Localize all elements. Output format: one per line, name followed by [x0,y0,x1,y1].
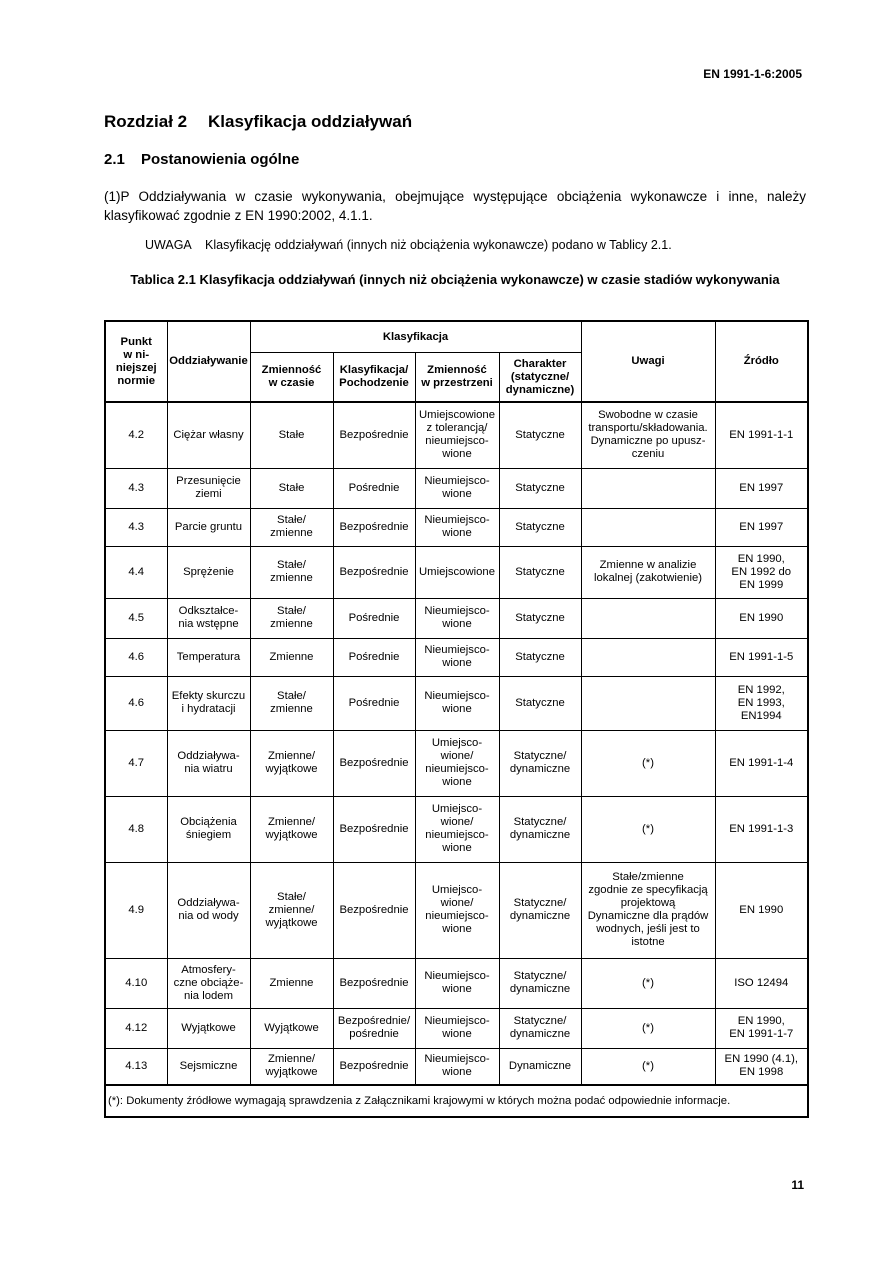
cell-punkt: 4.6 [105,638,167,676]
cell-zmiennosc-przestrzen: Umiejsco- wione/ nieumiejsco- wione [415,730,499,796]
cell-oddzialywanie: Ciężar własny [167,402,250,468]
cell-charakter: Statyczne [499,676,581,730]
cell-charakter: Statyczne [499,546,581,598]
cell-uwagi: Swobodne w czasie transportu/składowania. Dynamiczne po upusz- czeniu [581,402,715,468]
cell-pochodzenie: Bezpośrednie [333,796,415,862]
cell-pochodzenie: Bezpośrednie [333,1048,415,1085]
cell-punkt: 4.9 [105,862,167,958]
header-uwagi: Uwagi [581,321,715,402]
cell-pochodzenie: Bezpośrednie [333,862,415,958]
table-footnote: (*): Dokumenty źródłowe wymagają sprawdzenia z Załącznikami krajowymi w których można podać odpowiednie informacje. [105,1085,808,1117]
cell-punkt: 4.2 [105,402,167,468]
note-label: UWAGA [145,238,192,252]
cell-zrodlo: EN 1991-1-5 [715,638,808,676]
cell-zmiennosc-przestrzen: Nieumiejsco- wione [415,1008,499,1048]
cell-zrodlo: EN 1992, EN 1993, EN1994 [715,676,808,730]
cell-uwagi: (*) [581,730,715,796]
cell-charakter: Statyczne/ dynamiczne [499,958,581,1008]
cell-pochodzenie: Pośrednie [333,598,415,638]
cell-zrodlo: EN 1990 [715,862,808,958]
cell-pochodzenie: Pośrednie [333,676,415,730]
cell-zrodlo: EN 1991-1-4 [715,730,808,796]
section-heading [104,151,299,168]
cell-charakter: Statyczne/ dynamiczne [499,730,581,796]
table-row [105,676,808,730]
cell-uwagi [581,508,715,546]
cell-zmiennosc-przestrzen: Nieumiejsco- wione [415,958,499,1008]
cell-oddzialywanie: Przesunięcie ziemi [167,468,250,508]
cell-punkt: 4.4 [105,546,167,598]
cell-oddzialywanie: Oddziaływa- nia od wody [167,862,250,958]
cell-pochodzenie: Bezpośrednie [333,546,415,598]
cell-zmiennosc-czas: Stałe/ zmienne [250,508,333,546]
table-row [105,958,808,1008]
cell-charakter: Statyczne [499,598,581,638]
header-pochodzenie: Klasyfikacja/ Pochodzenie [333,353,415,403]
cell-uwagi [581,468,715,508]
cell-punkt: 4.12 [105,1008,167,1048]
classification-table [104,320,809,1118]
cell-zmiennosc-czas: Zmienne/ wyjątkowe [250,730,333,796]
cell-zmiennosc-czas: Stałe [250,468,333,508]
cell-charakter: Statyczne [499,468,581,508]
cell-zrodlo: EN 1990, EN 1991-1-7 [715,1008,808,1048]
table-row [105,1048,808,1085]
header-oddzialywanie: Oddziaływanie [167,321,250,402]
cell-oddzialywanie: Odkształce- nia wstępne [167,598,250,638]
section-number: 2.1 [104,151,125,168]
cell-pochodzenie: Bezpośrednie [333,958,415,1008]
cell-punkt: 4.13 [105,1048,167,1085]
cell-oddzialywanie: Sejsmiczne [167,1048,250,1085]
cell-zmiennosc-czas: Stałe/ zmienne [250,598,333,638]
cell-punkt: 4.10 [105,958,167,1008]
cell-punkt: 4.7 [105,730,167,796]
cell-oddzialywanie: Sprężenie [167,546,250,598]
cell-oddzialywanie: Temperatura [167,638,250,676]
table-body [105,402,808,1085]
cell-pochodzenie: Bezpośrednie [333,730,415,796]
cell-zmiennosc-przestrzen: Umiejscowione [415,546,499,598]
cell-charakter: Statyczne [499,402,581,468]
cell-pochodzenie: Pośrednie [333,638,415,676]
header-zmiennosc-przestrzen: Zmienność w przestrzeni [415,353,499,403]
cell-zrodlo: EN 1990, EN 1992 do EN 1999 [715,546,808,598]
cell-zmiennosc-czas: Zmienne [250,638,333,676]
cell-zrodlo: EN 1997 [715,468,808,508]
cell-pochodzenie: Bezpośrednie [333,402,415,468]
cell-charakter: Statyczne/ dynamiczne [499,862,581,958]
cell-zrodlo: ISO 12494 [715,958,808,1008]
cell-oddzialywanie: Atmosfery- czne obciąże- nia lodem [167,958,250,1008]
cell-zmiennosc-przestrzen: Nieumiejsco- wione [415,468,499,508]
table-caption: Tablica 2.1 Klasyfikacja oddziaływań (innych niż obciążenia wykonawcze) w czasie stadiów wykonywania [130,272,780,287]
cell-oddzialywanie: Wyjątkowe [167,1008,250,1048]
section-title: Postanowienia ogólne [141,151,300,168]
cell-charakter: Statyczne/ dynamiczne [499,1008,581,1048]
page-number: 11 [791,1178,804,1192]
cell-zmiennosc-przestrzen: Nieumiejsco- wione [415,676,499,730]
cell-pochodzenie: Pośrednie [333,468,415,508]
chapter-heading [104,112,412,132]
chapter-title: Klasyfikacja oddziaływań [208,112,413,131]
cell-punkt: 4.3 [105,468,167,508]
cell-zmiennosc-przestrzen: Umiejsco- wione/ nieumiejsco- wione [415,862,499,958]
cell-oddzialywanie: Parcie gruntu [167,508,250,546]
cell-zmiennosc-czas: Zmienne [250,958,333,1008]
cell-charakter: Dynamiczne [499,1048,581,1085]
cell-oddzialywanie: Oddziaływa- nia wiatru [167,730,250,796]
cell-zrodlo: EN 1997 [715,508,808,546]
header-zrodlo: Źródło [715,321,808,402]
table-row [105,598,808,638]
cell-zmiennosc-czas: Zmienne/ wyjątkowe [250,1048,333,1085]
cell-pochodzenie: Bezpośrednie [333,508,415,546]
table-row [105,862,808,958]
header-zmiennosc-czas: Zmienność w czasie [250,353,333,403]
cell-zmiennosc-przestrzen: Nieumiejsco- wione [415,638,499,676]
cell-charakter: Statyczne/ dynamiczne [499,796,581,862]
cell-zmiennosc-czas: Stałe/ zmienne [250,546,333,598]
cell-punkt: 4.8 [105,796,167,862]
cell-oddzialywanie: Obciążenia śniegiem [167,796,250,862]
cell-zmiennosc-czas: Stałe [250,402,333,468]
cell-zmiennosc-czas: Zmienne/ wyjątkowe [250,796,333,862]
cell-zrodlo: EN 1991-1-1 [715,402,808,468]
note [145,238,672,252]
cell-zmiennosc-przestrzen: Nieumiejsco- wione [415,1048,499,1085]
cell-uwagi [581,598,715,638]
classification-table-wrapper [104,320,807,1118]
document-id: EN 1991-1-6:2005 [703,67,802,81]
cell-punkt: 4.6 [105,676,167,730]
cell-uwagi: Zmienne w analizie lokalnej (zakotwienie) [581,546,715,598]
table-row [105,730,808,796]
cell-charakter: Statyczne [499,638,581,676]
chapter-number: Rozdział 2 [104,112,188,131]
cell-oddzialywanie: Efekty skurczu i hydratacji [167,676,250,730]
cell-zrodlo: EN 1990 [715,598,808,638]
cell-uwagi: (*) [581,796,715,862]
table-row [105,508,808,546]
cell-charakter: Statyczne [499,508,581,546]
cell-uwagi: (*) [581,1048,715,1085]
cell-zrodlo: EN 1990 (4.1), EN 1998 [715,1048,808,1085]
header-charakter: Charakter (statyczne/ dynamiczne) [499,353,581,403]
table-row [105,468,808,508]
table-row [105,638,808,676]
cell-zmiennosc-przestrzen: Umiejsco- wione/ nieumiejsco- wione [415,796,499,862]
cell-uwagi: (*) [581,1008,715,1048]
table-row [105,546,808,598]
header-punkt: Punkt w ni- niejszej normie [105,321,167,402]
cell-uwagi [581,676,715,730]
table-row [105,796,808,862]
cell-uwagi [581,638,715,676]
cell-zrodlo: EN 1991-1-3 [715,796,808,862]
cell-uwagi: Stałe/zmienne zgodnie ze specyfikacją projektową Dynamiczne dla prądów wodnych, jeśli jest to istotne [581,862,715,958]
cell-pochodzenie: Bezpośrednie/ pośrednie [333,1008,415,1048]
cell-zmiennosc-przestrzen: Nieumiejsco- wione [415,598,499,638]
cell-zmiennosc-czas: Wyjątkowe [250,1008,333,1048]
cell-zmiennosc-przestrzen: Umiejscowione z tolerancją/ nieumiejsco- wione [415,402,499,468]
cell-uwagi: (*) [581,958,715,1008]
cell-punkt: 4.5 [105,598,167,638]
table-row [105,1008,808,1048]
header-klasyfikacja: Klasyfikacja [250,321,581,353]
cell-zmiennosc-przestrzen: Nieumiejsco- wione [415,508,499,546]
cell-punkt: 4.3 [105,508,167,546]
cell-zmiennosc-czas: Stałe/ zmienne/ wyjątkowe [250,862,333,958]
note-text: Klasyfikację oddziaływań (innych niż obciążenia wykonawcze) podano w Tablicy 2.1. [205,238,672,252]
paragraph-1p: (1)P Oddziaływania w czasie wykonywania, obejmujące występujące obciążenia wykonawcze i inne, należy klasyfikować zgodnie z EN 1990:2002, 4.1.1. [104,189,806,223]
cell-zmiennosc-czas: Stałe/ zmienne [250,676,333,730]
table-row [105,402,808,468]
